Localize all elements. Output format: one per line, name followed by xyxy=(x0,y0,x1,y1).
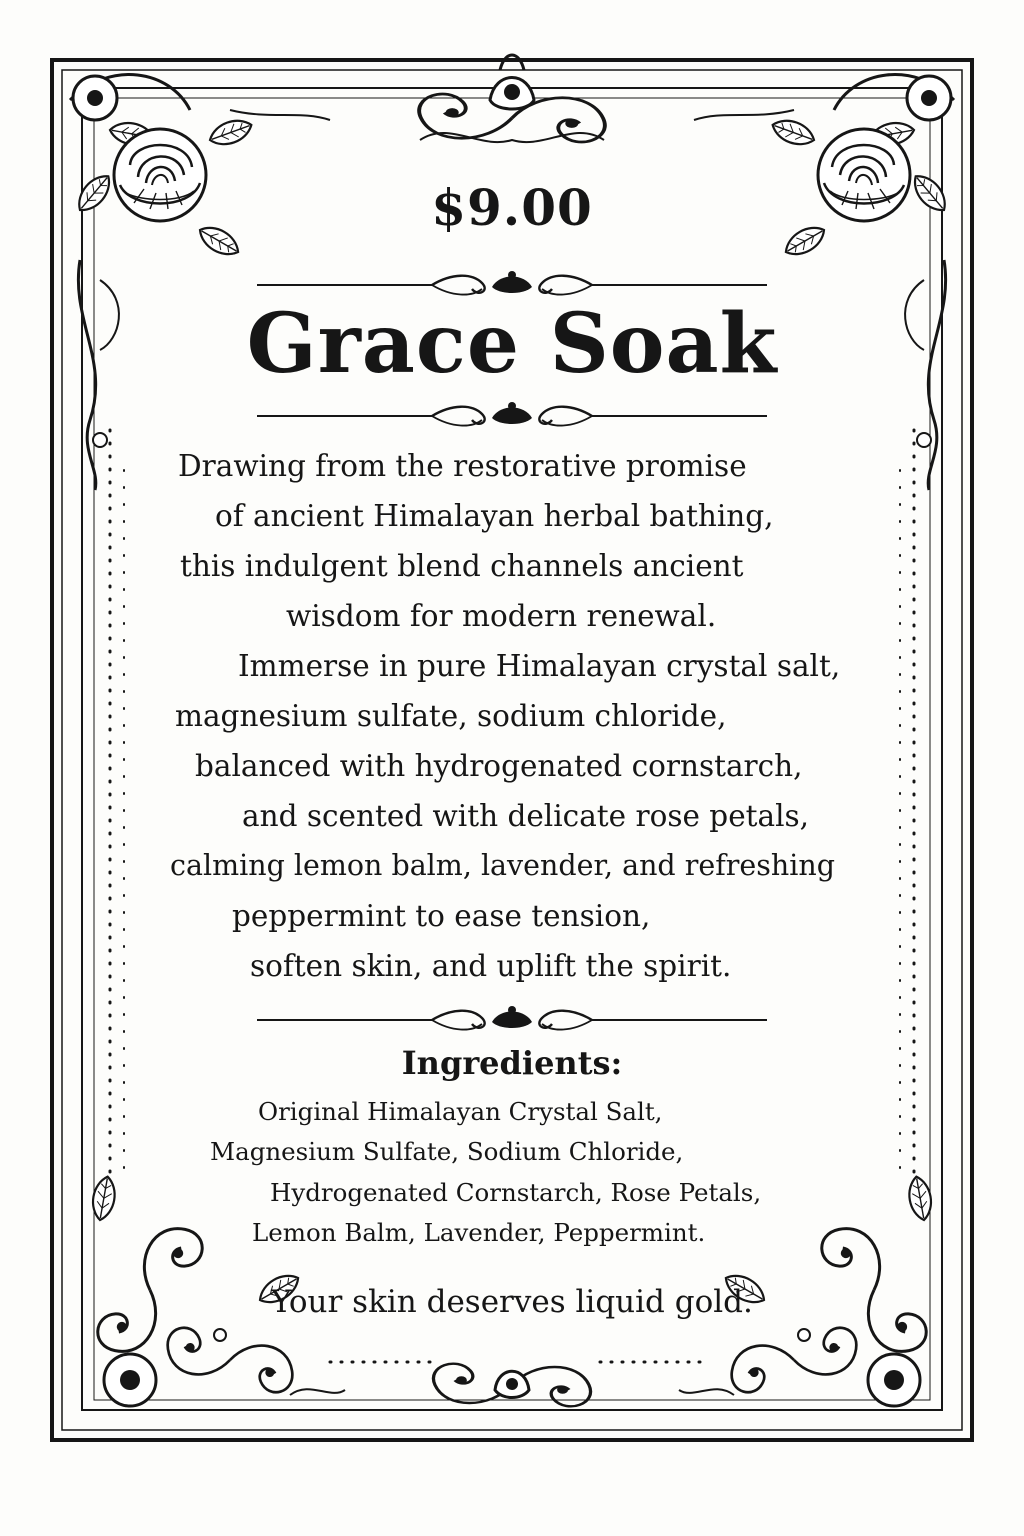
description-line: balanced with hydrogenated cornstarch, xyxy=(195,749,803,783)
description-line: and scented with delicate rose petals, xyxy=(242,799,810,833)
price: $9.00 xyxy=(431,178,593,237)
description-line: peppermint to ease tension, xyxy=(232,899,651,933)
description-line: wisdom for modern renewal. xyxy=(286,599,717,633)
tagline: Your skin deserves liquid gold. xyxy=(271,1284,753,1320)
description-line: soften skin, and uplift the spirit. xyxy=(250,949,732,983)
ingredients-line: Lemon Balm, Lavender, Peppermint. xyxy=(252,1218,706,1247)
description-line: of ancient Himalayan herbal bathing, xyxy=(215,499,774,533)
description-line: Drawing from the restorative promise xyxy=(178,449,747,483)
ingredients-line: Original Himalayan Crystal Salt, xyxy=(258,1097,663,1126)
ingredients-line: Magnesium Sulfate, Sodium Chloride, xyxy=(210,1137,684,1166)
description-line: magnesium sulfate, sodium chloride, xyxy=(175,699,727,733)
description-line: Immerse in pure Himalayan crystal salt, xyxy=(238,649,841,683)
product-title: Grace Soak xyxy=(246,296,778,392)
ingredients-heading: Ingredients: xyxy=(401,1044,623,1082)
description-line: this indulgent blend channels ancient xyxy=(180,549,744,583)
description-line: calming lemon balm, lavender, and refreshing xyxy=(170,849,835,882)
ingredients-line: Hydrogenated Cornstarch, Rose Petals, xyxy=(270,1178,762,1207)
